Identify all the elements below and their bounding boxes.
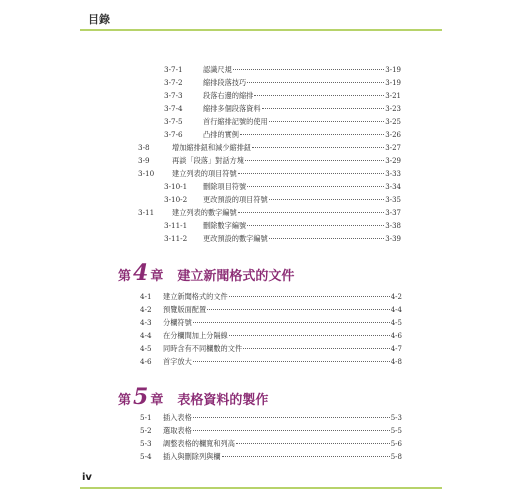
toc-entry-page: 4-2 [390, 293, 402, 301]
toc-entry[interactable] [164, 89, 401, 102]
toc-entry-number: 3-10-1 [164, 182, 188, 191]
toc-entry-page: 3-38 [385, 222, 401, 230]
toc-entry-title: 預覽版面配置 [163, 305, 207, 314]
toc-entry-page: 3-19 [385, 66, 401, 74]
toc-entry-page: 5-8 [390, 453, 402, 461]
toc-entry-page: 3-35 [385, 196, 401, 204]
toc-entry-title: 凸排的實例 [203, 130, 239, 139]
toc-entry-page: 3-26 [385, 131, 401, 139]
toc-entry[interactable] [164, 102, 401, 115]
toc-entry[interactable] [164, 128, 401, 141]
toc-entry[interactable] [164, 232, 401, 245]
toc-entry-number: 3-10 [138, 169, 155, 178]
toc-entry-title: 建立列表的項目符號 [172, 169, 237, 178]
toc-entry-title: 段落右邊的縮排 [203, 91, 254, 100]
chapter-number: 4 [133, 260, 149, 286]
toc-entry-title: 增加縮排鈕和減少縮排鈕 [172, 143, 252, 152]
dot-leader [233, 68, 385, 70]
chapter-4-heading[interactable] [118, 260, 294, 286]
toc-entry[interactable] [140, 290, 402, 303]
toc-entry-number: 3-11 [138, 208, 155, 217]
toc-entry-page: 4-7 [390, 345, 402, 353]
toc-entry-number: 4-6 [140, 357, 152, 366]
chapter-suffix: 章 [150, 269, 164, 284]
chapter-suffix: 章 [150, 393, 164, 408]
dot-leader [269, 198, 385, 200]
toc-entry[interactable] [138, 141, 401, 154]
toc-entry-title: 再談「段落」對話方塊 [172, 156, 244, 165]
toc-entry-page: 3-39 [385, 235, 401, 243]
toc-entry-number: 5-1 [140, 413, 152, 422]
toc-entry-page: 4-6 [390, 332, 402, 340]
toc-entry-page: 4-5 [390, 319, 402, 327]
dot-leader [269, 237, 385, 239]
toc-entry[interactable] [140, 437, 402, 450]
toc-entry-number: 3-7-2 [164, 78, 183, 87]
page-header-title: 目錄 [88, 13, 110, 26]
toc-entry-page: 3-34 [385, 183, 401, 191]
chapter-prefix: 第 [118, 393, 132, 408]
toc-entry-number: 3-7-3 [164, 91, 183, 100]
dot-leader [238, 172, 385, 174]
dot-leader [222, 455, 390, 457]
toc-entry-title: 刪除數字編號 [203, 221, 247, 230]
toc-entry-title: 分欄符號 [163, 318, 192, 327]
toc-entry[interactable] [164, 180, 401, 193]
dot-leader [247, 185, 384, 187]
toc-entry-page: 3-25 [385, 118, 401, 126]
dot-leader [245, 159, 384, 161]
dot-leader [238, 211, 385, 213]
dot-leader [193, 416, 390, 418]
toc-entry-title: 更改預設的數字編號 [203, 234, 268, 243]
toc-entry-title: 同時含有不同欄數的文件 [163, 344, 243, 353]
dot-leader [236, 442, 390, 444]
toc-entry-number: 5-2 [140, 426, 152, 435]
toc-entry[interactable] [140, 424, 402, 437]
dot-leader [229, 334, 390, 336]
toc-entry-number: 3-7-4 [164, 104, 183, 113]
toc-entry[interactable] [138, 206, 401, 219]
toc-entry-page: 3-19 [385, 79, 401, 87]
toc-entry[interactable] [140, 355, 402, 368]
toc-entry-page: 5-3 [390, 414, 402, 422]
dot-leader [254, 94, 384, 96]
toc-entry-title: 調整表格的欄寬和列高 [163, 439, 235, 448]
toc-entry-number: 3-10-2 [164, 195, 188, 204]
toc-entry[interactable] [140, 450, 402, 463]
chapter-5-heading[interactable] [118, 384, 268, 410]
dot-leader [262, 107, 385, 109]
dot-leader [252, 146, 384, 148]
dot-leader [207, 308, 390, 310]
toc-entry-page: 4-8 [390, 358, 402, 366]
toc-entry[interactable] [138, 167, 401, 180]
toc-entry-title: 認識尺規 [203, 65, 232, 74]
toc-entry-page: 4-4 [390, 306, 402, 314]
toc-entry-number: 4-5 [140, 344, 152, 353]
toc-entry-number: 4-2 [140, 305, 152, 314]
toc-entry[interactable] [138, 154, 401, 167]
toc-entry-page: 3-29 [385, 157, 401, 165]
toc-entry-page: 3-21 [385, 92, 401, 100]
header-rule [80, 29, 442, 31]
toc-entry-title: 建立列表的數字編號 [172, 208, 237, 217]
toc-entry-number: 3-7-5 [164, 117, 183, 126]
toc-entry-title: 建立新聞格式的文件 [163, 292, 228, 301]
toc-entry-title: 首行縮排記號的使用 [203, 117, 268, 126]
toc-entry-number: 4-1 [140, 292, 152, 301]
toc-entry-page: 3-33 [385, 170, 401, 178]
footer-rule [80, 487, 442, 489]
dot-leader [193, 321, 390, 323]
toc-entry-number: 5-4 [140, 452, 152, 461]
dot-leader [193, 360, 390, 362]
dot-leader [229, 295, 390, 297]
toc-entry[interactable] [164, 219, 401, 232]
toc-entry[interactable] [164, 193, 401, 206]
chapter-title: 建立新聞格式的文件 [177, 269, 295, 284]
dot-leader [269, 120, 385, 122]
chapter-number: 5 [133, 384, 149, 410]
toc-entry[interactable] [140, 329, 402, 342]
toc-entry-page: 3-37 [385, 209, 401, 217]
toc-entry-number: 3-7-6 [164, 130, 183, 139]
dot-leader [243, 347, 390, 349]
toc-entry-title: 縮排段落技巧 [203, 78, 247, 87]
toc-entry[interactable] [140, 342, 402, 355]
page-number: iv [82, 472, 92, 483]
toc-entry[interactable] [140, 411, 402, 424]
toc-entry-title: 更改預設的項目符號 [203, 195, 268, 204]
chapter-prefix: 第 [118, 269, 132, 284]
toc-entry[interactable] [140, 316, 402, 329]
toc-entry-number: 3-7-1 [164, 65, 183, 74]
toc-entry-page: 5-5 [390, 427, 402, 435]
toc-entry-number: 3-9 [138, 156, 150, 165]
dot-leader [247, 224, 384, 226]
toc-entry[interactable] [164, 115, 401, 128]
toc-entry-number: 5-3 [140, 439, 152, 448]
toc-entry-number: 4-4 [140, 331, 152, 340]
chapter-title: 表格資料的製作 [177, 393, 269, 408]
toc-entry-page: 5-6 [390, 440, 402, 448]
dot-leader [247, 81, 384, 83]
toc-entry-number: 3-8 [138, 143, 150, 152]
toc-entry-title: 刪除項目符號 [203, 182, 247, 191]
toc-entry-title: 插入表格 [163, 413, 192, 422]
toc-entry-number: 3-11-2 [164, 234, 188, 243]
toc-entry-title: 首字放大 [163, 357, 192, 366]
toc-entry-number: 4-3 [140, 318, 152, 327]
toc-entry-title: 選取表格 [163, 426, 192, 435]
dot-leader [240, 133, 384, 135]
toc-entry[interactable] [164, 76, 401, 89]
dot-leader [193, 429, 390, 431]
toc-entry-title: 在分欄間加上分隔線 [163, 331, 228, 340]
toc-entry[interactable] [140, 303, 402, 316]
toc-entry-title: 縮排多個段落資料 [203, 104, 261, 113]
toc-entry-page: 3-27 [385, 144, 401, 152]
toc-entry-title: 插入與刪除列與欄 [163, 452, 221, 461]
toc-entry-page: 3-23 [385, 105, 401, 113]
toc-entry[interactable] [164, 63, 401, 76]
toc-entry-number: 3-11-1 [164, 221, 188, 230]
